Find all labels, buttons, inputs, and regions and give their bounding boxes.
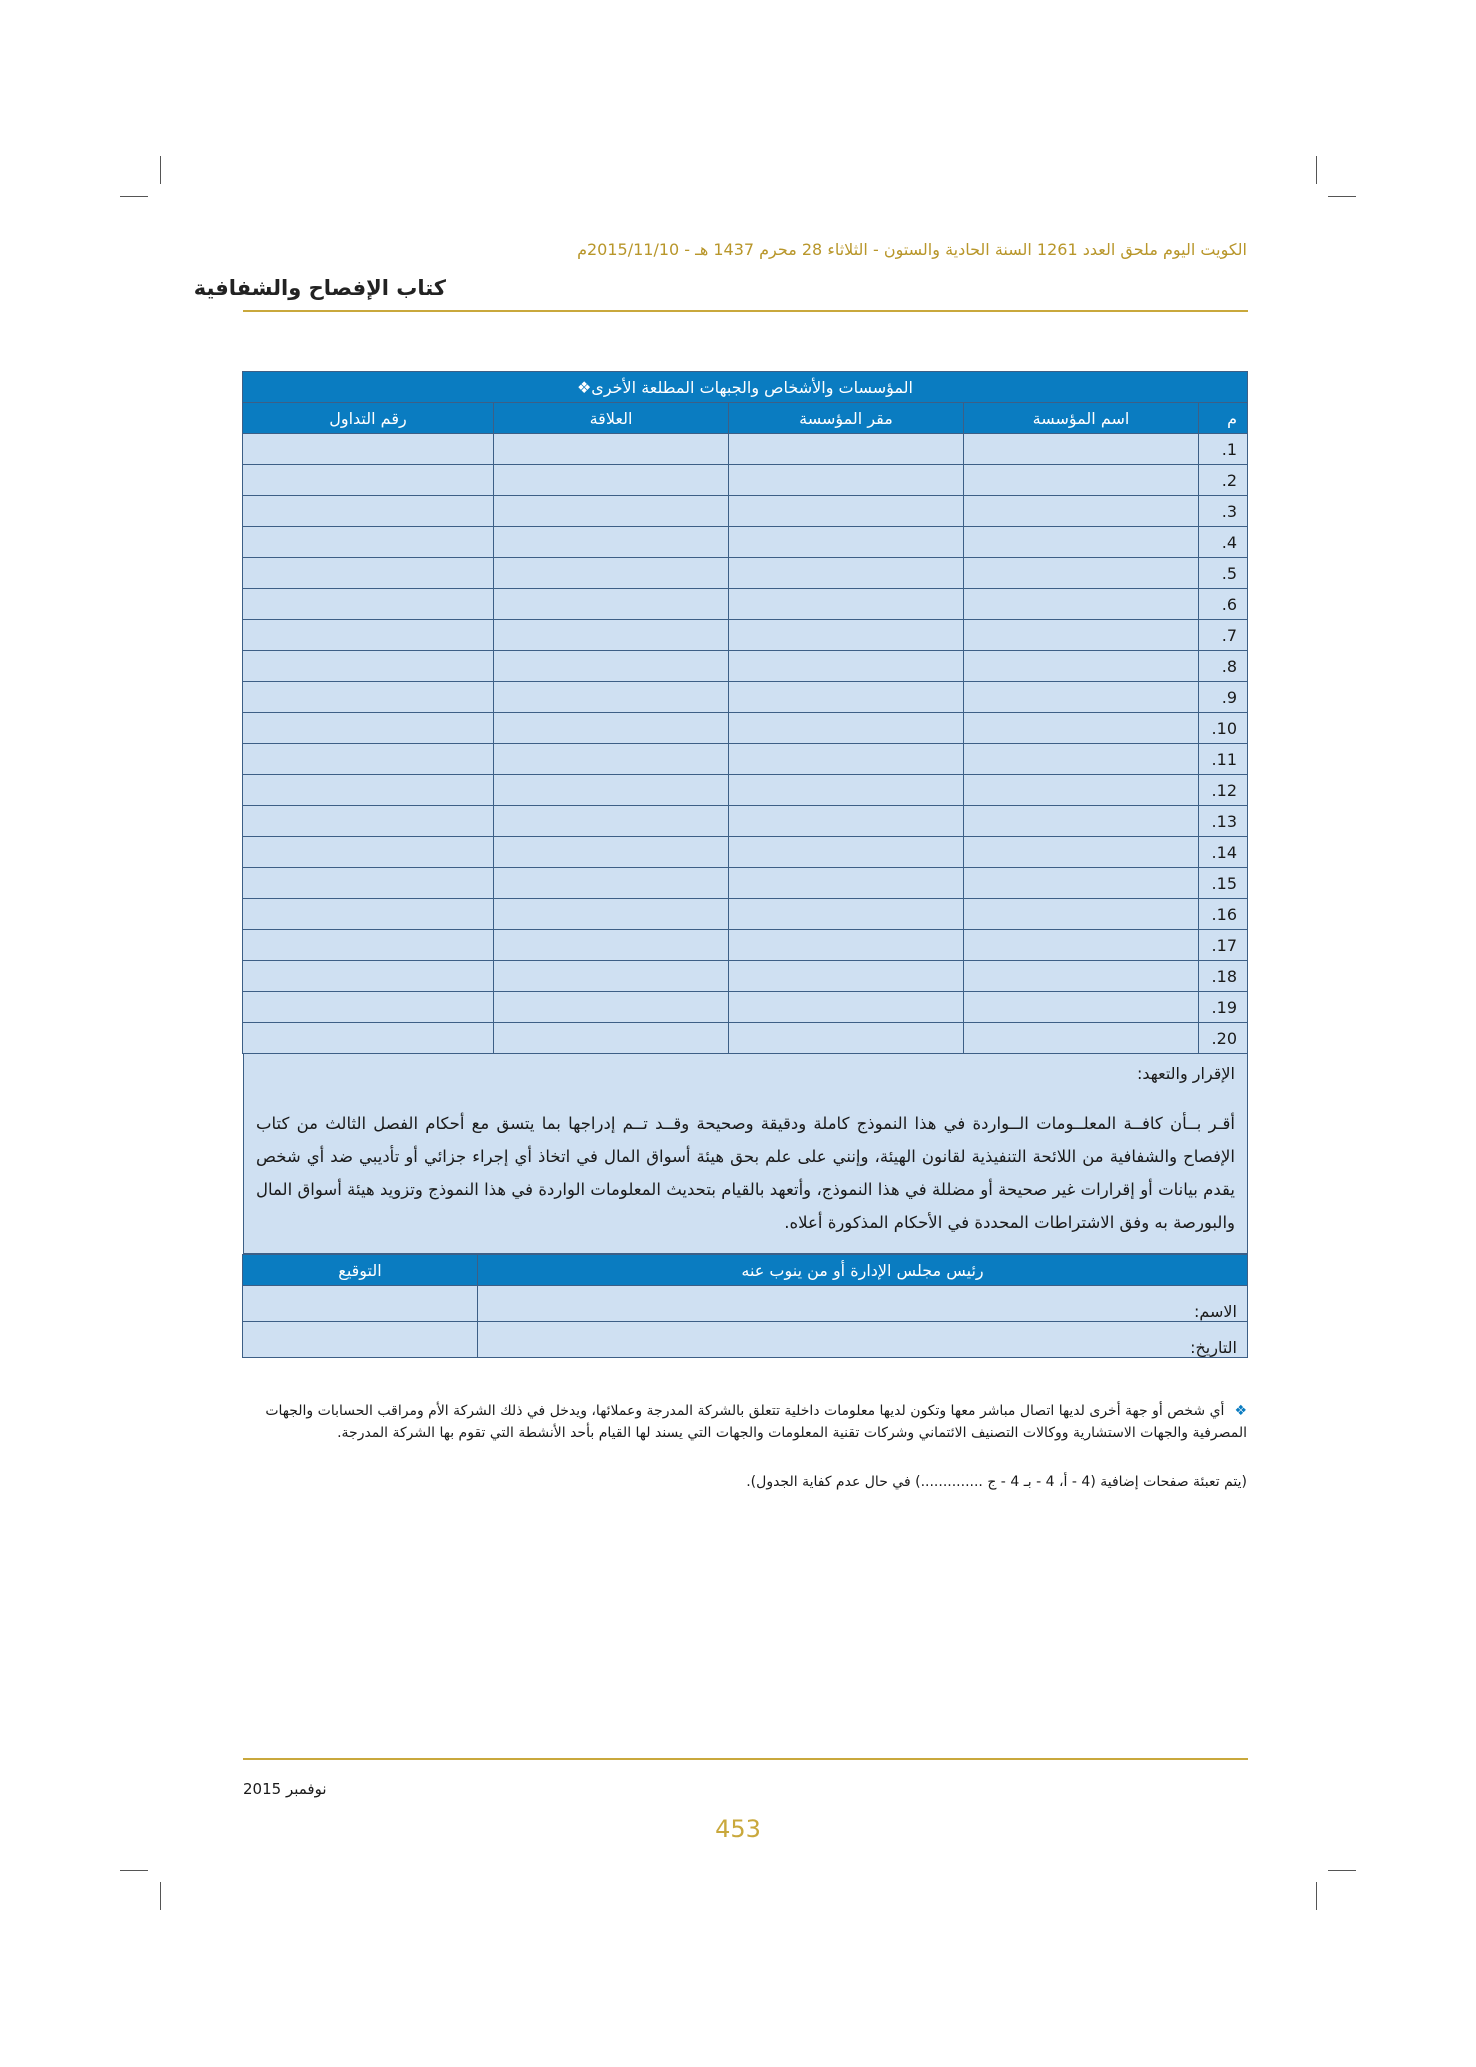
institution-location-cell[interactable]: [729, 651, 964, 682]
footer-rule: [243, 1758, 1248, 1760]
institutions-table: [242, 371, 1248, 1054]
institution-name-cell[interactable]: [964, 930, 1199, 961]
row-number: 13.: [1199, 806, 1248, 837]
relation-cell[interactable]: [494, 713, 729, 744]
institution-name-cell[interactable]: [964, 1023, 1199, 1054]
table-row: [242, 744, 1247, 775]
signature-field-name[interactable]: [243, 1286, 478, 1322]
trading-number-cell[interactable]: [242, 651, 493, 682]
institution-name-cell[interactable]: [964, 775, 1199, 806]
relation-cell[interactable]: [494, 837, 729, 868]
column-header-relation: العلاقة: [494, 403, 729, 434]
signature-table: [242, 1254, 1248, 1358]
table-row: [242, 899, 1247, 930]
institution-location-cell[interactable]: [729, 558, 964, 589]
relation-cell[interactable]: [494, 1023, 729, 1054]
table-row: [242, 527, 1247, 558]
institution-location-cell[interactable]: [729, 620, 964, 651]
institution-name-cell[interactable]: [964, 806, 1199, 837]
institution-location-cell[interactable]: [729, 589, 964, 620]
institution-location-cell[interactable]: [729, 527, 964, 558]
table-row: [242, 837, 1247, 868]
trading-number-cell[interactable]: [242, 1023, 493, 1054]
row-number: 20.: [1199, 1023, 1248, 1054]
footnote-text: أي شخص أو جهة أخرى لديها اتصال مباشر معها وتكون لديها معلومات داخلية تتعلق بالشركة المدرجة وعملائها، ويدخل في ذلك الشركة الأم ومراقب الحسابات والجهات المصرفية والجهات الاستشارية ووكالات التصنيف الائتماني وشركات تقنية المعلومات والجهات التي يسند لها القيام بأحد الأنشطة التي تقوم بها الشركة المدرجة.: [265, 1403, 1247, 1441]
trading-number-cell[interactable]: [242, 961, 493, 992]
declaration-text: أقـر بــأن كافــة المعلــومات الــواردة في هذا النموذج كاملة ودقيقة وصحيحة وقــد تــم إدراجها بما يتسق مع أحكام الفصل الثالث من كتاب الإفصاح والشفافية من اللائحة التنفيذية لقانون الهيئة، وإنني على علم بحق هيئة أسواق المال في اتخاذ أي إجراء جزائي أو تأديبي ضد أي شخص يقدم بيانات أو إقرارات غير صحيحة أو مضللة في هذا النموذج، وأتعهد بالقيام بتحديث المعلومات الواردة في هذا النموذج وتزويد هيئة أسواق المال والبورصة به وفق الاشتراطات المحددة في الأحكام المذكورة أعلاه.: [256, 1114, 1235, 1232]
crop-mark: [1316, 1882, 1317, 1910]
crop-mark: [1328, 1870, 1356, 1871]
table-row: [242, 775, 1247, 806]
crop-mark: [160, 156, 161, 184]
table-row: [242, 558, 1247, 589]
trading-number-cell[interactable]: [242, 496, 493, 527]
relation-cell[interactable]: [494, 930, 729, 961]
additional-pages-note: (يتم تعبئة صفحات إضافية (4 - أ، 4 - بـ 4 - ج ..............) في حال عدم كفاية الجدول).: [746, 1474, 1247, 1490]
table-row: [242, 868, 1247, 899]
institution-location-cell[interactable]: [729, 496, 964, 527]
institution-location-cell[interactable]: [729, 434, 964, 465]
relation-cell[interactable]: [494, 899, 729, 930]
row-number: 10.: [1199, 713, 1248, 744]
institution-location-cell[interactable]: [729, 775, 964, 806]
footer-date: نوفمبر 2015: [243, 1780, 327, 1798]
trading-number-cell[interactable]: [242, 899, 493, 930]
row-number: 14.: [1199, 837, 1248, 868]
relation-cell[interactable]: [494, 744, 729, 775]
row-number: 11.: [1199, 744, 1248, 775]
crop-mark: [120, 1870, 148, 1871]
table-row: [242, 961, 1247, 992]
institution-location-cell[interactable]: [729, 837, 964, 868]
trading-number-cell[interactable]: [242, 992, 493, 1023]
table-row: [242, 434, 1247, 465]
relation-cell[interactable]: [494, 558, 729, 589]
footnote-marker: ❖: [1234, 1403, 1247, 1419]
institution-name-cell[interactable]: [964, 899, 1199, 930]
table-row: [242, 930, 1247, 961]
relation-cell[interactable]: [494, 868, 729, 899]
trading-number-cell[interactable]: [242, 558, 493, 589]
row-number: 15.: [1199, 868, 1248, 899]
table-row: [242, 651, 1247, 682]
relation-cell[interactable]: [494, 651, 729, 682]
row-number: 18.: [1199, 961, 1248, 992]
table-row: [242, 496, 1247, 527]
institution-name-cell[interactable]: [964, 868, 1199, 899]
table-row: [242, 589, 1247, 620]
trading-number-cell[interactable]: [242, 868, 493, 899]
row-number: 17.: [1199, 930, 1248, 961]
institution-name-cell[interactable]: [964, 527, 1199, 558]
row-number: 2.: [1199, 465, 1248, 496]
institution-location-cell[interactable]: [729, 744, 964, 775]
name-field[interactable]: [478, 1286, 1248, 1322]
institution-name-cell[interactable]: [964, 496, 1199, 527]
signature-field-date[interactable]: [243, 1322, 478, 1358]
table-row: [242, 992, 1247, 1023]
trading-number-cell[interactable]: [242, 930, 493, 961]
institution-name-cell[interactable]: [964, 837, 1199, 868]
relation-cell[interactable]: [494, 806, 729, 837]
row-number: 6.: [1199, 589, 1248, 620]
relation-cell[interactable]: [494, 961, 729, 992]
institution-name-cell[interactable]: [964, 713, 1199, 744]
row-number: 7.: [1199, 620, 1248, 651]
institution-name-cell[interactable]: [964, 434, 1199, 465]
column-header-location: مقر المؤسسة: [729, 403, 964, 434]
declaration-title: الإقرار والتعهد:: [1136, 1064, 1235, 1083]
row-number: 5.: [1199, 558, 1248, 589]
institution-name-cell[interactable]: [964, 961, 1199, 992]
column-header-index: م: [1199, 403, 1248, 434]
crop-mark: [1328, 196, 1356, 197]
institution-location-cell[interactable]: [729, 713, 964, 744]
institution-location-cell[interactable]: [729, 930, 964, 961]
page-number: 453: [715, 1815, 761, 1843]
table-title: المؤسسات والأشخاص والجبهات المطلعة الأخرى❖: [242, 372, 1247, 403]
institution-location-cell[interactable]: [729, 465, 964, 496]
relation-cell[interactable]: [494, 434, 729, 465]
table-row: [242, 806, 1247, 837]
table-row: [242, 465, 1247, 496]
row-number: 8.: [1199, 651, 1248, 682]
institution-name-cell[interactable]: [964, 620, 1199, 651]
row-number: 3.: [1199, 496, 1248, 527]
row-number: 4.: [1199, 527, 1248, 558]
disclosure-form: [243, 371, 1248, 1358]
table-row: [242, 620, 1247, 651]
name-label: الاسم:: [1193, 1302, 1237, 1321]
trading-number-cell[interactable]: [242, 775, 493, 806]
institution-name-cell[interactable]: [964, 651, 1199, 682]
date-label: التاريخ:: [1190, 1338, 1237, 1357]
table-row: [242, 713, 1247, 744]
trading-number-cell[interactable]: [242, 620, 493, 651]
row-number: 19.: [1199, 992, 1248, 1023]
institution-name-cell[interactable]: [964, 682, 1199, 713]
trading-number-cell[interactable]: [242, 713, 493, 744]
header-meta-line: الكويت اليوم ملحق العدد 1261 السنة الحادية والستون - الثلاثاء 28 محرم 1437 هـ - 2015/11/10م: [577, 240, 1247, 259]
relation-cell[interactable]: [494, 496, 729, 527]
institution-name-cell[interactable]: [964, 744, 1199, 775]
institution-location-cell[interactable]: [729, 1023, 964, 1054]
trading-number-cell[interactable]: [242, 682, 493, 713]
relation-cell[interactable]: [494, 775, 729, 806]
footnote: [242, 1400, 1247, 1444]
institution-name-cell[interactable]: [964, 992, 1199, 1023]
crop-mark: [120, 196, 148, 197]
table-row: [242, 1023, 1247, 1054]
row-number: 16.: [1199, 899, 1248, 930]
trading-number-cell[interactable]: [242, 589, 493, 620]
table-row: [242, 682, 1247, 713]
trading-number-cell[interactable]: [242, 434, 493, 465]
institution-location-cell[interactable]: [729, 961, 964, 992]
institution-location-cell[interactable]: [729, 899, 964, 930]
institution-location-cell[interactable]: [729, 868, 964, 899]
declaration-box: [243, 1054, 1248, 1254]
crop-mark: [1316, 156, 1317, 184]
trading-number-cell[interactable]: [242, 744, 493, 775]
signature-label: التوقيع: [243, 1255, 478, 1286]
relation-cell[interactable]: [494, 620, 729, 651]
trading-number-cell[interactable]: [242, 806, 493, 837]
row-number: 1.: [1199, 434, 1248, 465]
relation-cell[interactable]: [494, 682, 729, 713]
row-number: 12.: [1199, 775, 1248, 806]
book-title: كتاب الإفصاح والشفافية: [193, 276, 446, 300]
trading-number-cell[interactable]: [242, 837, 493, 868]
signature-head-label: رئيس مجلس الإدارة أو من ينوب عنه: [478, 1255, 1248, 1286]
institution-location-cell[interactable]: [729, 806, 964, 837]
relation-cell[interactable]: [494, 527, 729, 558]
institution-location-cell[interactable]: [729, 992, 964, 1023]
crop-mark: [160, 1882, 161, 1910]
relation-cell[interactable]: [494, 465, 729, 496]
trading-number-cell[interactable]: [242, 527, 493, 558]
row-number: 9.: [1199, 682, 1248, 713]
institution-location-cell[interactable]: [729, 682, 964, 713]
institution-name-cell[interactable]: [964, 558, 1199, 589]
header-rule: [243, 310, 1248, 312]
institution-name-cell[interactable]: [964, 589, 1199, 620]
date-field[interactable]: [478, 1322, 1248, 1358]
trading-number-cell[interactable]: [242, 465, 493, 496]
institution-name-cell[interactable]: [964, 465, 1199, 496]
column-header-name: اسم المؤسسة: [964, 403, 1199, 434]
relation-cell[interactable]: [494, 589, 729, 620]
column-header-trading-number: رقم التداول: [242, 403, 493, 434]
relation-cell[interactable]: [494, 992, 729, 1023]
